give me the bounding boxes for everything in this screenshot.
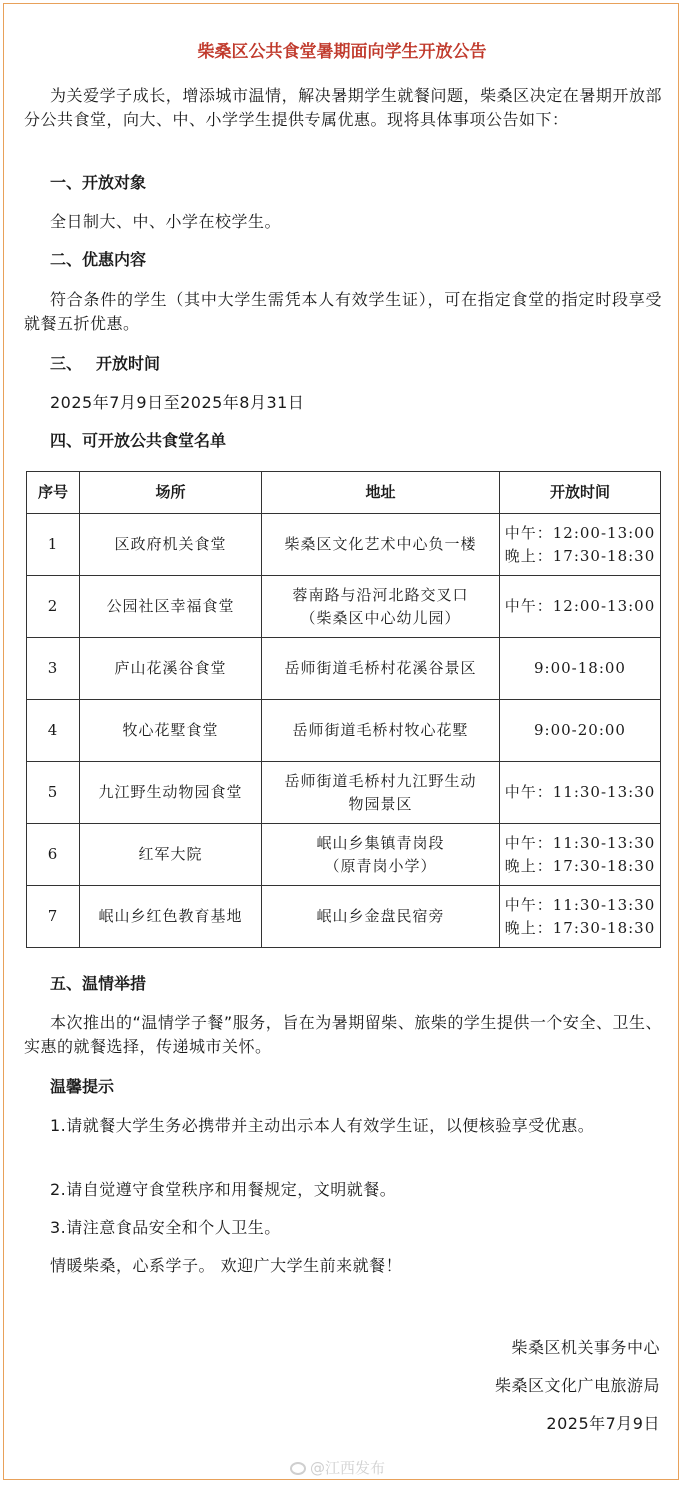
- section-body-measures: 本次推出的“温情学子餐”服务，旨在为暑期留柴、旅柴的学生提供一个安全、卫生、实惠的就餐选择，传递城市关怀。: [24, 1013, 662, 1056]
- cell-place: 红军大院: [80, 824, 262, 886]
- canteen-table: [26, 471, 661, 948]
- section-body-discount: 符合条件的学生（其中大学生需凭本人有效学生证），可在指定食堂的指定时段享受就餐五折优惠。: [24, 290, 662, 333]
- cell-place: 庐山花溪谷食堂: [80, 638, 262, 700]
- address-line-1: 柴桑区文化艺术中心负一楼: [284, 535, 477, 553]
- cell-address: [262, 576, 500, 638]
- cell-place: 区政府机关食堂: [80, 514, 262, 576]
- address-line-1: 岷山乡金盘民宿旁: [316, 907, 445, 925]
- hours-line-1: 中午：11:30-13:30: [504, 783, 656, 801]
- intro-paragraph: 为关爱学子成长，增添城市温情，解决暑期学生就餐问题，柴桑区决定在暑期开放部分公共食堂，向大、中、小学学生提供专属优惠。现将具体事项公告如下：: [24, 86, 662, 129]
- col-header-no: 序号: [27, 472, 80, 514]
- hours-line-1: 中午：12:00-13:00: [504, 523, 656, 542]
- address-line-2: （原青岗小学）: [324, 856, 437, 875]
- table-row: [27, 762, 661, 824]
- watermark-text: @江西发布: [310, 1459, 386, 1477]
- cell-no: 5: [27, 762, 80, 824]
- hours-line-1: 中午：12:00-13:00: [504, 597, 656, 615]
- address-line-1: 岷山乡集镇青岗段: [316, 833, 445, 852]
- col-header-place: 场所: [80, 472, 262, 514]
- section-heading-target: 一、开放对象: [50, 173, 147, 192]
- signature-date: 2025年7月9日: [546, 1414, 660, 1433]
- table-row: [27, 514, 661, 576]
- section-heading-discount: 二、优惠内容: [50, 250, 147, 269]
- address-line-2: 物园景区: [348, 794, 413, 813]
- cell-hours: [500, 762, 661, 824]
- section-heading-time-number: 三、: [50, 354, 83, 373]
- address-line-1: 岳师街道毛桥村九江野生动: [284, 771, 477, 790]
- cell-hours: [500, 638, 661, 700]
- cell-address: [262, 886, 500, 948]
- tip-item-3: 3.请注意食品安全和个人卫生。: [50, 1218, 281, 1237]
- section-heading-list: 四、可开放公共食堂名单: [50, 431, 227, 450]
- cell-no: 1: [27, 514, 80, 576]
- closing-line: 情暖柴桑，心系学子。 欢迎广大学生前来就餐！: [50, 1256, 403, 1275]
- cell-no: 4: [27, 700, 80, 762]
- cell-hours: [500, 824, 661, 886]
- cell-address: [262, 638, 500, 700]
- tip-item-2: 2.请自觉遵守食堂秩序和用餐规定，文明就餐。: [50, 1180, 397, 1199]
- cell-address: [262, 700, 500, 762]
- cell-no: 2: [27, 576, 80, 638]
- cell-address: [262, 824, 500, 886]
- cell-no: 3: [27, 638, 80, 700]
- hours-line-2: 晚上：17:30-18:30: [504, 546, 656, 565]
- cell-place: 九江野生动物园食堂: [80, 762, 262, 824]
- hours-line-1: 9:00-20:00: [534, 721, 626, 739]
- hours-line-2: 晚上：17:30-18:30: [504, 918, 656, 937]
- table-row: [27, 638, 661, 700]
- page-title: 柴桑区公共食堂暑期面向学生开放公告: [197, 42, 487, 62]
- tips-heading: 温馨提示: [50, 1077, 115, 1096]
- cell-hours: [500, 886, 661, 948]
- table-header-row: [27, 472, 661, 514]
- cell-place: 岷山乡红色教育基地: [80, 886, 262, 948]
- weibo-icon: [290, 1462, 306, 1475]
- cell-no: 6: [27, 824, 80, 886]
- address-line-2: （柴桑区中心幼儿园）: [300, 608, 461, 627]
- address-line-1: 蓉南路与沿河北路交叉口: [292, 585, 469, 604]
- section-heading-measures: 五、温情举措: [50, 974, 147, 993]
- cell-address: [262, 514, 500, 576]
- cell-place: 公园社区幸福食堂: [80, 576, 262, 638]
- table-row: [27, 824, 661, 886]
- cell-hours: [500, 700, 661, 762]
- hours-line-1: 中午：11:30-13:30: [504, 895, 656, 914]
- signature-org-2: 柴桑区文化广电旅游局: [494, 1376, 660, 1395]
- address-line-1: 岳师街道毛桥村牧心花墅: [292, 721, 469, 739]
- table-row: [27, 886, 661, 948]
- col-header-hours: 开放时间: [500, 472, 661, 514]
- section-body-time: 2025年7月9日至2025年8月31日: [50, 393, 305, 412]
- address-line-1: 岳师街道毛桥村花溪谷景区: [284, 659, 477, 677]
- hours-line-1: 9:00-18:00: [534, 659, 626, 677]
- cell-no: 7: [27, 886, 80, 948]
- watermark: [290, 1458, 385, 1478]
- section-heading-time: [50, 352, 160, 376]
- signature-org-1: 柴桑区机关事务中心: [511, 1338, 660, 1357]
- cell-address: [262, 762, 500, 824]
- cell-hours: [500, 576, 661, 638]
- hours-line-2: 晚上：17:30-18:30: [504, 856, 656, 875]
- tip-item-1: 1.请就餐大学生务必携带并主动出示本人有效学生证，以便核验享受优惠。: [50, 1116, 595, 1135]
- cell-place: 牧心花墅食堂: [80, 700, 262, 762]
- cell-hours: [500, 514, 661, 576]
- hours-line-1: 中午：11:30-13:30: [504, 833, 656, 852]
- col-header-address: 地址: [262, 472, 500, 514]
- section-body-target: 全日制大、中、小学在校学生。: [50, 212, 282, 231]
- table-row: [27, 700, 661, 762]
- section-heading-time-text: 开放时间: [96, 354, 161, 373]
- table-row: [27, 576, 661, 638]
